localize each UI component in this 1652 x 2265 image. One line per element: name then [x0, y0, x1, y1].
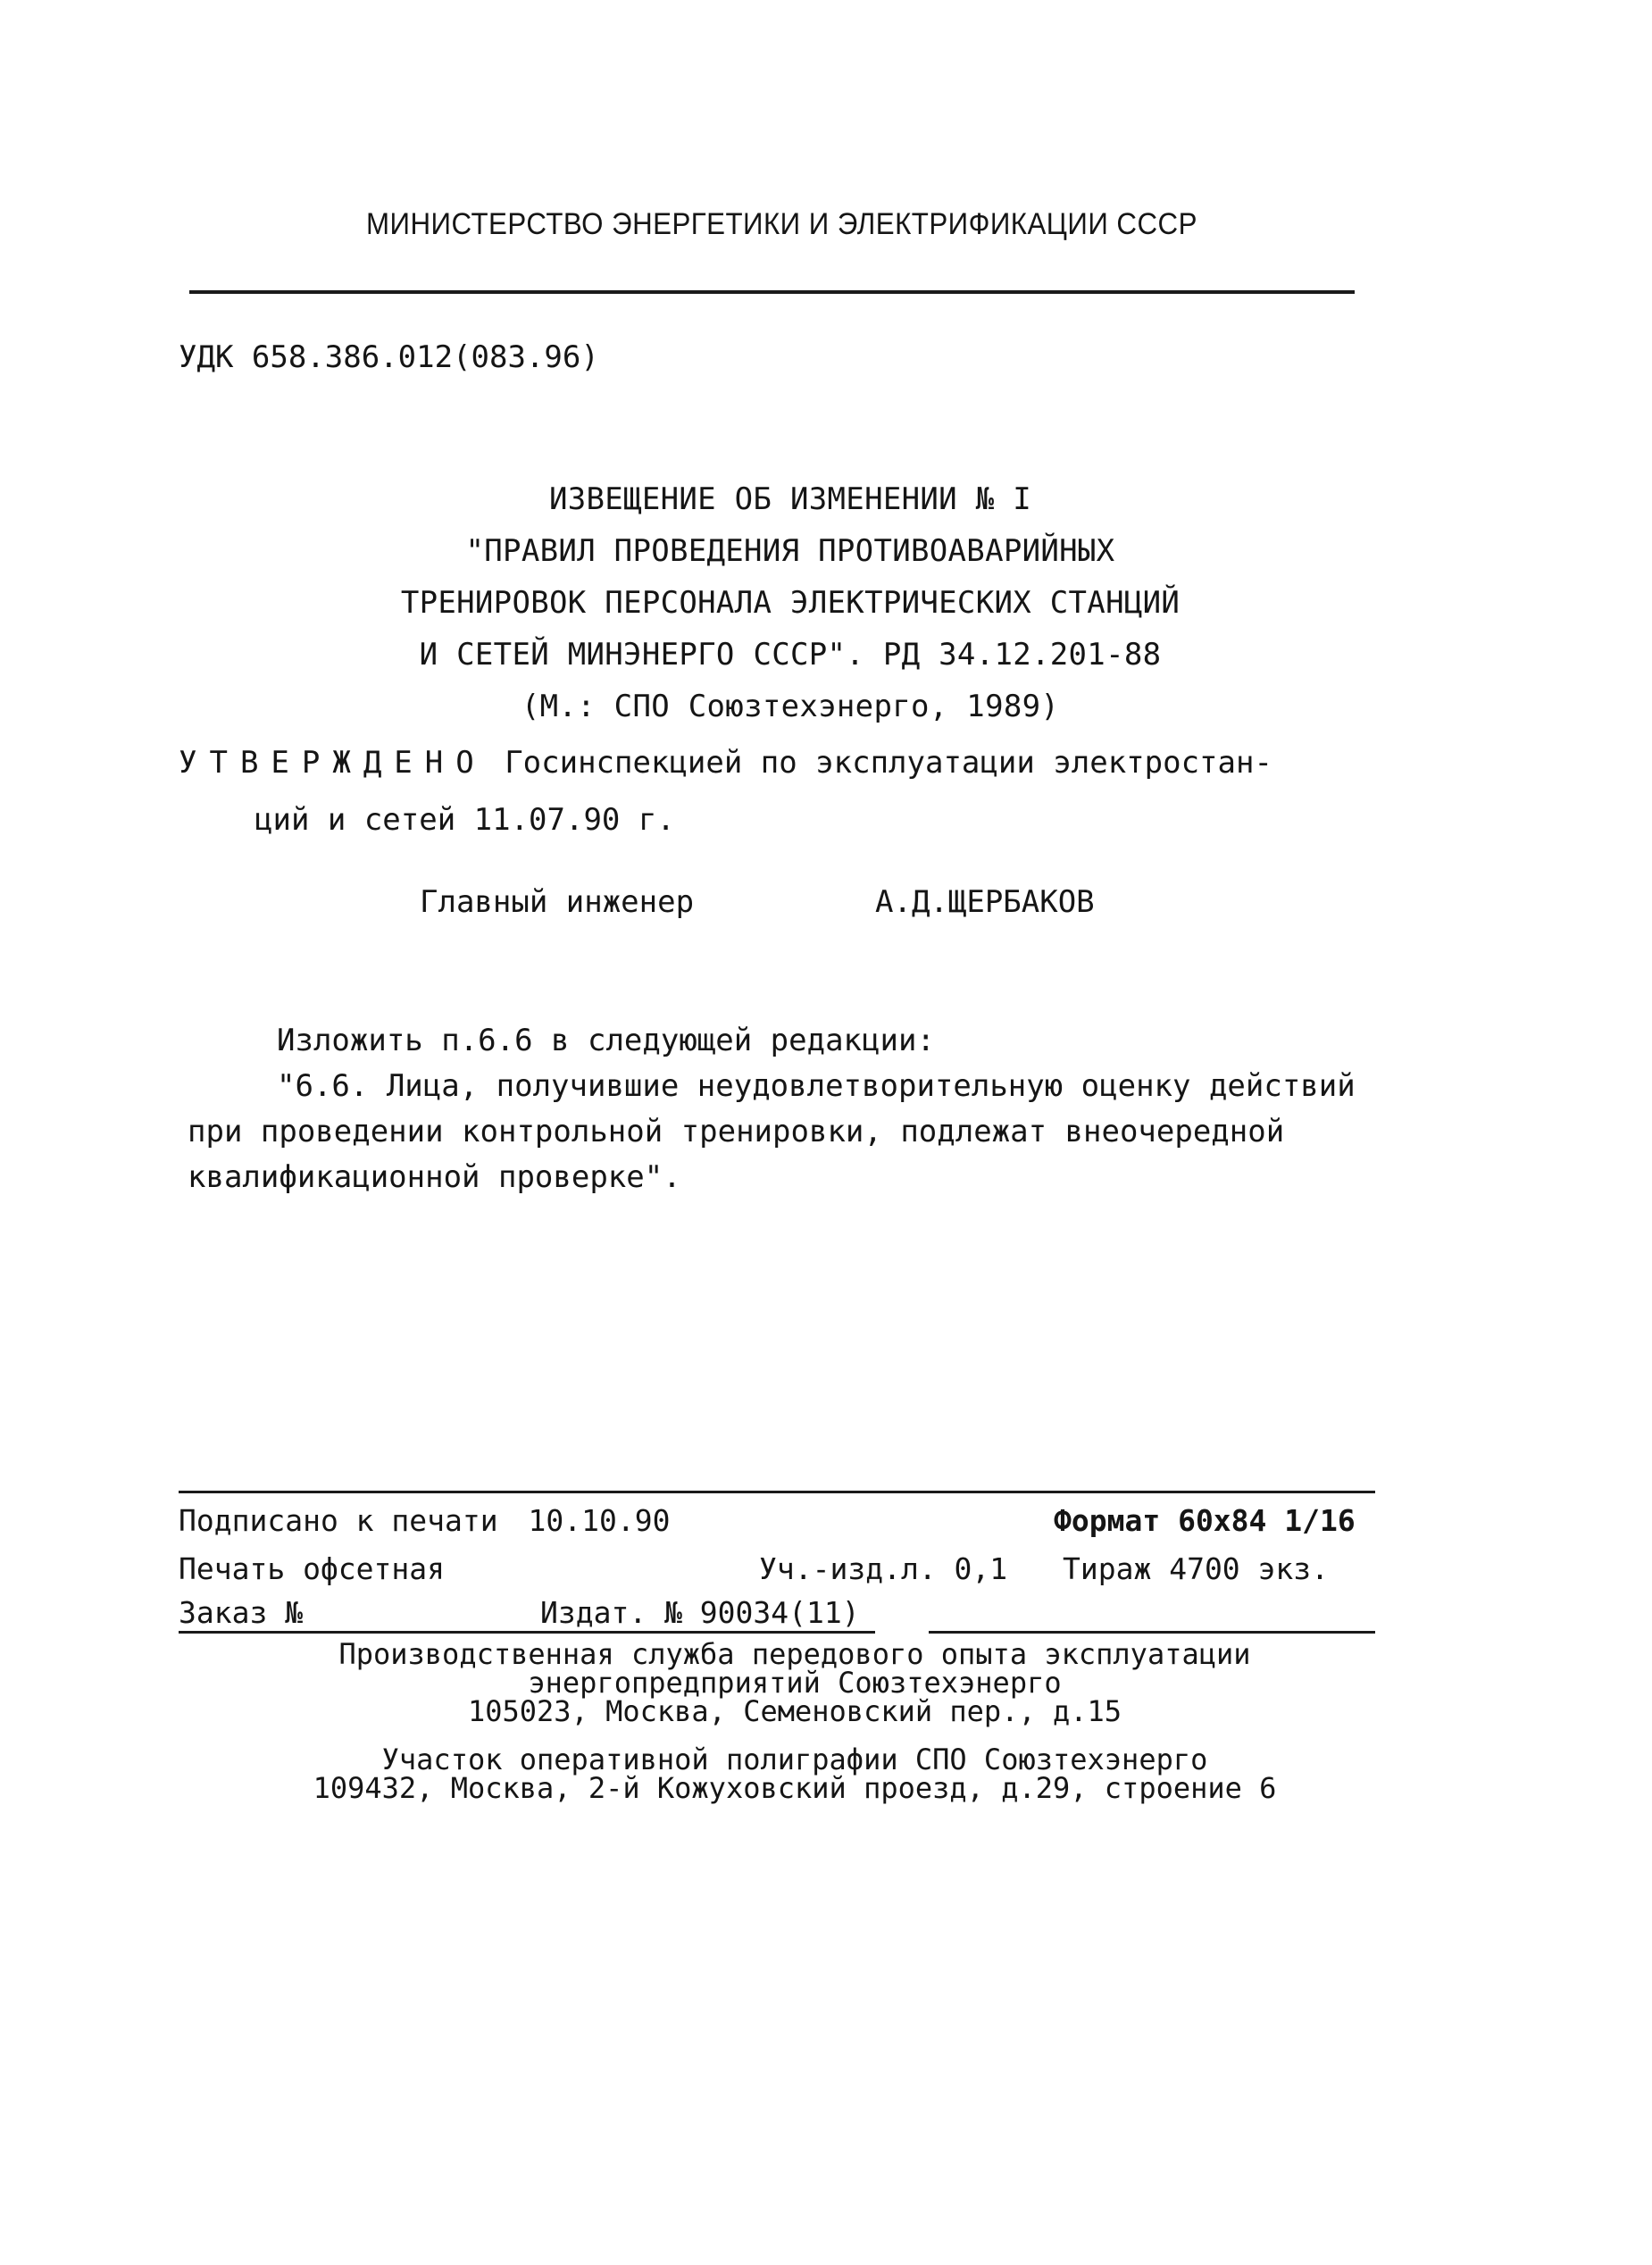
title-line: ИЗВЕЩЕНИЕ ОБ ИЗМЕНЕНИИ № I [548, 481, 1031, 517]
amendment-quote-line: при проведении контрольной тренировки, подлежат внеочередной [188, 1114, 1285, 1149]
title-line: ТРЕНИРОВОК ПЕРСОНАЛА ЭЛЕКТРИЧЕСКИХ СТАНЦИЙ [400, 585, 1181, 621]
imprint-sheets: Уч.-изд.л. 0,1 [759, 1551, 1008, 1586]
imprint-edition: Издат. № 90034(11) [540, 1595, 860, 1630]
printer-line: Участок оперативной полиграфии СПО Союзтехэнерго [381, 1743, 1208, 1776]
approval-statement [179, 734, 1272, 848]
amendment-intro: Изложить п.6.6 в следующей редакции: [277, 1023, 935, 1058]
imprint-order-rule-right [929, 1631, 1375, 1634]
imprint-signed-label: Подписано к печати [179, 1503, 498, 1538]
imprint-rule-top [179, 1491, 1375, 1493]
title-line: (М.: СПО Союзтехэнерго, 1989) [521, 689, 1060, 724]
publisher-info [286, 1637, 1304, 1805]
amendment-quote-line: "6.6. Лица, получившие неудовлетворительную оценку действий [277, 1068, 1356, 1104]
ministry-heading: МИНИСТЕРСТВО ЭНЕРГЕТИКИ И ЭЛЕКТРИФИКАЦИИ СССР [366, 207, 1197, 241]
approval-keyword: УТВЕРЖДЕНО [179, 745, 487, 781]
printer-line: 109432, Москва, 2-й Кожуховский проезд, д.29, строение 6 [313, 1771, 1277, 1805]
publisher-line: энергопредприятий Союзтехэнерго [528, 1666, 1062, 1700]
publisher-line: 105023, Москва, Семеновский пер., д.15 [467, 1694, 1122, 1728]
header-rule [189, 290, 1355, 294]
imprint-format: Формат 60х84 1/16 [1054, 1503, 1356, 1538]
udk-code: УДК 658.386.012(083.96) [179, 339, 599, 375]
signature-name: А.Д.ЩЕРБАКОВ [875, 884, 1095, 920]
imprint-run: Тираж 4700 экз. [1063, 1551, 1330, 1586]
signature-role: Главный инженер [420, 884, 695, 920]
imprint-signed-date: 10.10.90 [528, 1503, 671, 1538]
imprint-order-rule [179, 1631, 875, 1634]
imprint-signed [179, 1503, 670, 1538]
publisher-line: Производственная служба передового опыта эксплуатации [338, 1637, 1251, 1671]
amendment-text [188, 1018, 1356, 1200]
document-title [366, 473, 1214, 732]
title-line: "ПРАВИЛ ПРОВЕДЕНИЯ ПРОТИВОАВАРИЙНЫХ [465, 533, 1115, 569]
amendment-quote-line: квалификационной проверке". [188, 1159, 681, 1195]
approval-line-2: ций и сетей 11.07.90 г. [254, 802, 675, 838]
imprint-order: Заказ № [179, 1595, 304, 1630]
title-line: И СЕТЕЙ МИНЭНЕРГО СССР". РД 34.12.201-88 [419, 637, 1162, 673]
approval-line-1: Госинспекцией по эксплуатации электростан- [505, 745, 1272, 781]
imprint-print-type: Печать офсетная [179, 1551, 446, 1586]
